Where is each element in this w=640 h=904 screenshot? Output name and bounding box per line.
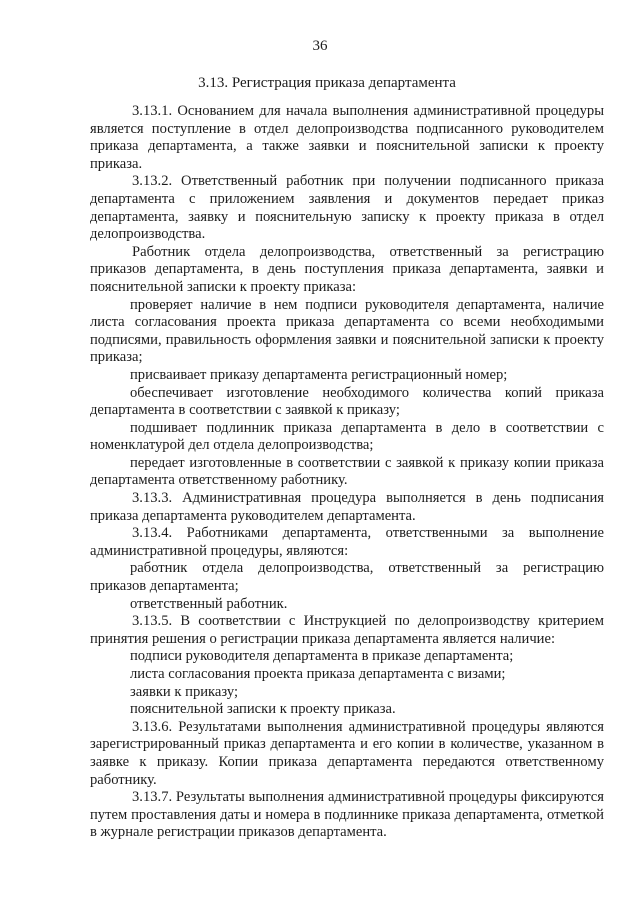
paragraph-3-13-2: 3.13.2. Ответственный работник при получении подписанного приказа департамента с приложением заявления и документов передает приказ департамента, заявку и пояснительную записку к проекту приказа в отдел делопроизводства. — [90, 173, 604, 243]
list-item: пояснительной записки к проекту приказа. — [130, 701, 396, 718]
paragraph-3-13-1: 3.13.1. Основанием для начала выполнения административной процедуры является поступление в отдел делопроизводства подписанного руководителем приказа департамента, а также заявки и пояснительной записки к проекту приказа. — [90, 103, 604, 172]
list-item: проверяет наличие в нем подписи руководителя департамента, наличие листа согласования проекта приказа департамента со всеми необходимыми подписями, правильность оформления заявки и пояснительной записки к проекту приказа; — [90, 296, 604, 366]
list-item: листа согласования проекта приказа департамента с визами; — [130, 666, 506, 682]
list-item: ответственный работник. — [130, 595, 288, 612]
paragraph-3-13-4: 3.13.4. Работниками департамента, ответственными за выполнение административной процедуры, являются: — [90, 525, 604, 559]
list-item: подшивает подлинник приказа департамента в дело в соответствии с номенклатурой дел отдела делопроизводства; — [90, 419, 604, 454]
paragraph-3-13-3: 3.13.3. Административная процедура выполняется в день подписания приказа департамента руководителем департамента. — [90, 490, 604, 524]
list-item: обеспечивает изготовление необходимого количества копий приказа департамента в соответствии с заявкой к приказу; — [90, 384, 604, 419]
list-item: подписи руководителя департамента в приказе департамента; — [130, 648, 514, 665]
paragraph-3-13-5: 3.13.5. В соответствии с Инструкцией по делопроизводству критерием принятия решения о регистрации приказа департамента является наличие: — [90, 613, 604, 647]
paragraph-registrar-duties: Работник отдела делопроизводства, ответственный за регистрацию приказов департамента, в день поступления приказа департамента, заявки и пояснительной записки к проекту приказа: — [90, 243, 604, 295]
document-body — [90, 103, 604, 842]
list-item: работник отдела делопроизводства, ответственный за регистрацию приказов департамента; — [90, 560, 604, 595]
paragraph-3-13-6: 3.13.6. Результатами выполнения административной процедуры являются зарегистрированный приказ департамента и его копии в количестве, указанном в заявке к приказу. Копии приказа департамента передаются ответственному работнику. — [90, 718, 604, 788]
list-item: передает изготовленные в соответствии с заявкой к приказу копии приказа департамента ответственному работнику. — [90, 454, 604, 489]
list-item: заявки к приказу; — [130, 683, 239, 700]
page-number: 36 — [312, 38, 328, 54]
paragraph-3-13-7: 3.13.7. Результаты выполнения административной процедуры фиксируются путем проставления даты и номера в подлиннике приказа департамента, отметкой в журнале регистрации приказов департамента. — [90, 789, 604, 841]
list-item: присваивает приказу департамента регистрационный номер; — [130, 366, 508, 383]
section-title: 3.13. Регистрация приказа департамента — [198, 75, 456, 91]
